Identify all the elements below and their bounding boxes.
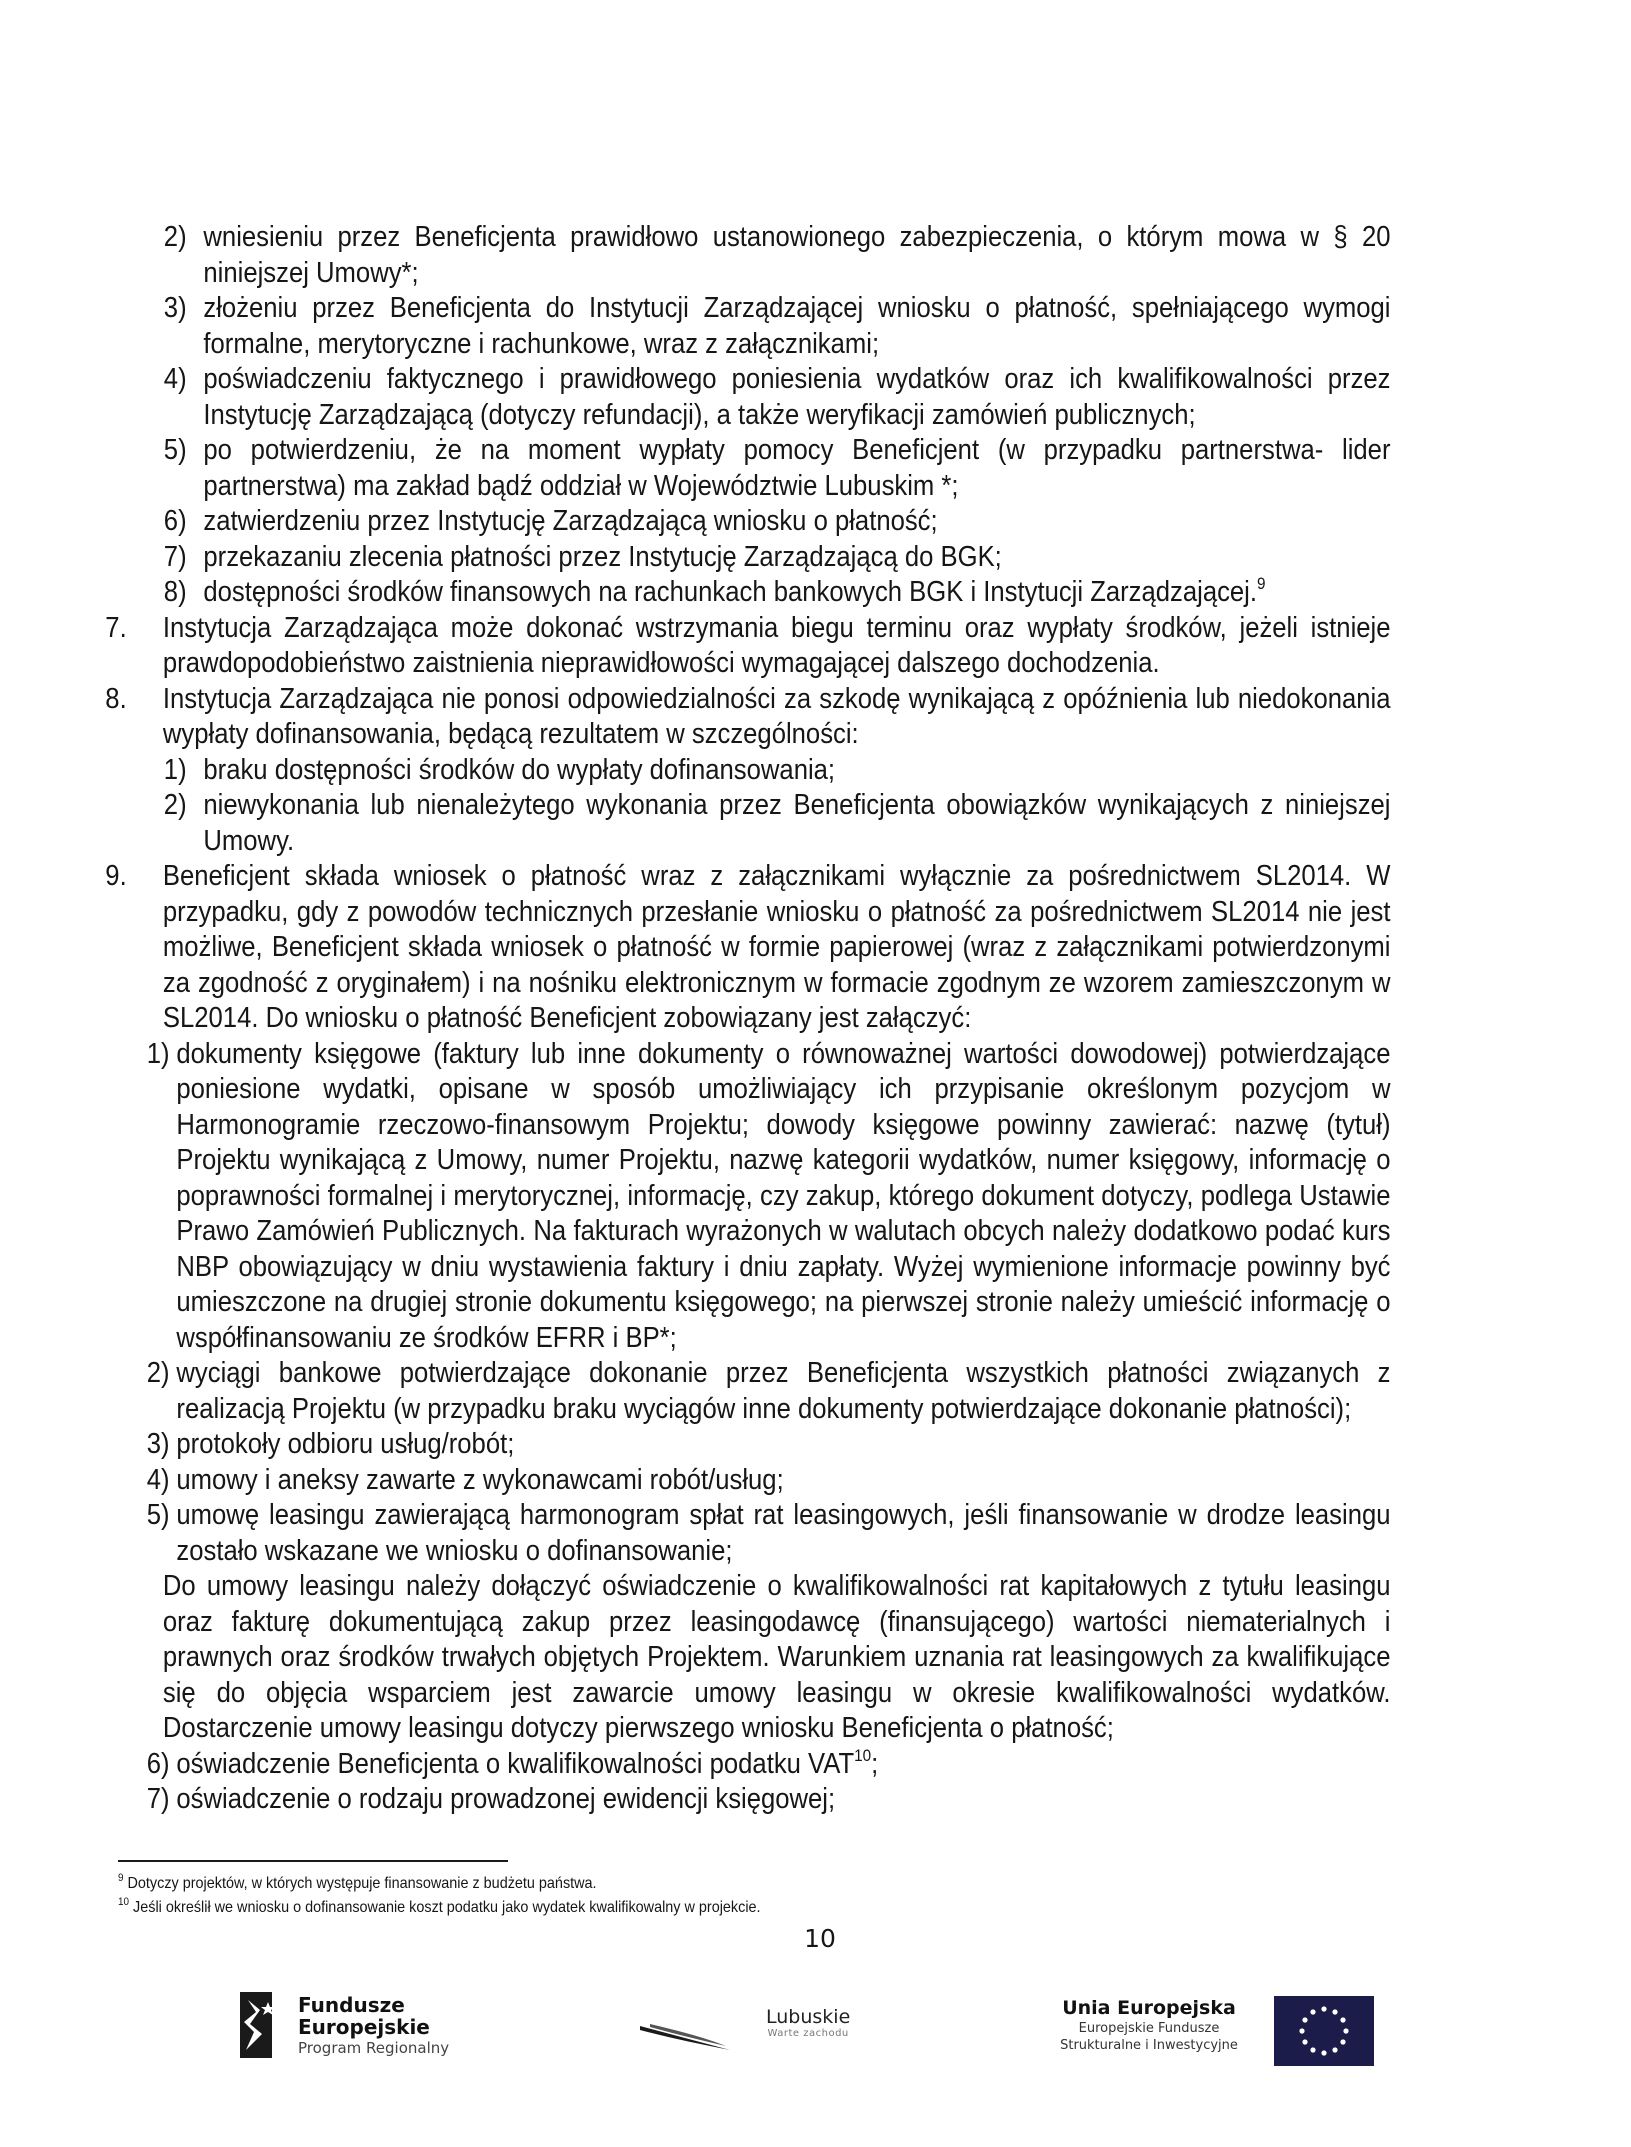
list-number: 5)	[146, 1499, 170, 1531]
list-item-sub-6	[0, 504, 1391, 540]
list-number: 1)	[146, 1037, 170, 1070]
list-number: 1)	[163, 753, 187, 786]
list-text-body: oświadczenie Beneficjenta o kwalifikowalności podatku VAT	[176, 1747, 855, 1780]
list-number: 4)	[146, 1463, 170, 1496]
list-number: 7)	[163, 540, 187, 573]
list-text: przekazaniu zlecenia płatności przez Instytucję Zarządzającą do BGK;	[203, 540, 1002, 573]
list-text: zatwierdzeniu przez Instytucję Zarządzającą wniosku o płatność;	[203, 505, 938, 537]
list-item-p9-6	[0, 1747, 1391, 1783]
unia-europejska-logo	[1034, 1996, 1384, 2068]
paragraph-9	[0, 859, 1391, 1037]
paragraph-number: 9.	[105, 860, 127, 892]
paragraph-number: 8.	[105, 682, 127, 715]
footnote-number: 10	[118, 1896, 130, 1908]
list-number: 5)	[163, 434, 187, 466]
paragraph-number: 7.	[105, 611, 127, 644]
list-text: braku dostępności środków do wypłaty dofinansowania;	[203, 753, 836, 786]
list-item-p8-2	[0, 788, 1391, 859]
list-text-tail: ;	[871, 1747, 879, 1780]
list-text: oświadczenie o rodzaju prowadzonej ewidencji księgowej;	[176, 1783, 836, 1815]
list-text: protokoły odbioru usług/robót;	[176, 1428, 515, 1460]
fundusze-star-icon	[232, 1990, 278, 2060]
list-number: 4)	[163, 363, 187, 395]
lubuskie-logo	[640, 2006, 890, 2066]
list-number: 8)	[163, 576, 187, 608]
paragraph-text: Instytucja Zarządzająca nie ponosi odpowiedzialności za szkodę wynikającą z opóźnienia lub niedokonania wypłaty dofinansowania, będącą rezultatem w szczególności:	[162, 682, 1391, 750]
ue-line3: Strukturalne i Inwestycyjne	[1060, 2038, 1238, 2053]
fundusze-europejskie-logo	[232, 1990, 492, 2060]
list-item-sub-2	[0, 220, 1391, 291]
list-text: dokumenty księgowe (faktury lub inne dokumenty o równoważnej wartości dowodowej) potwierdzające poniesione wydatki, opisane w sposób umożliwiający ich przypisanie określonym pozycjom w Harmonogramie rzeczowo-finansowym Projektu; dowody księgowe powinny zawierać: nazwę (tytuł) Projektu wynikającą z Umowy, numer Projektu, nazwę kategorii wydatków, numer księgowy, informację o poprawności formalnej i merytorycznej, informację, czy zakup, którego dokument dotyczy, podlega Ustawie Prawo Zamówień Publicznych. Na fakturach wyrażonych w walutach obcych należy dodatkowo podać kurs NBP obowiązujący w dniu wystawienia faktury i dniu zapłaty. Wyżej wymienione informacje powinny być umieszczone na drugiej stronie dokumentu księgowego; na pierwszej stronie należy umieścić informację o współfinansowaniu ze środków EFRR i BP*;	[176, 1037, 1391, 1354]
lubuskie-text	[766, 2006, 850, 2040]
list-text: umowy i aneksy zawarte z wykonawcami robót/usług;	[176, 1463, 784, 1496]
list-item-p9-2	[0, 1356, 1391, 1427]
list-text: niewykonania lub nienależytego wykonania przez Beneficjenta obowiązków wynikających z niniejszej Umowy.	[203, 789, 1391, 857]
list-item-p8-1	[0, 753, 1391, 789]
lubuskie-line2: Warte zachodu	[767, 2028, 849, 2039]
footnote-ref-10[interactable]: 10	[854, 1745, 872, 1765]
list-item-sub-4	[0, 362, 1391, 433]
list-number: 3)	[146, 1428, 170, 1460]
list-text	[203, 575, 1390, 611]
ue-line2: Europejskie Fundusze	[1078, 2021, 1220, 2036]
fundusze-line3: Program Regionalny	[298, 2039, 450, 2057]
lubuskie-swoosh-icon	[640, 2020, 730, 2050]
lubuskie-line1: Lubuskie	[766, 2006, 851, 2028]
list-text: poświadczeniu faktycznego i prawidłowego poniesienia wydatków oraz ich kwalifikowalności przez Instytucję Zarządzającą (dotyczy refundacji), a także weryfikacji zamówień publicznych;	[203, 363, 1391, 431]
paragraph-text: Beneficjent składa wniosek o płatność wraz z załącznikami wyłącznie za pośrednictwem SL2014. W przypadku, gdy z powodów technicznych przesłanie wniosku o płatność za pośrednictwem SL2014 nie jest możliwe, Beneficjent składa wniosek o płatność w formie papierowej (wraz z załącznikami potwierdzonymi za zgodność z oryginałem) i na nośniku elektronicznym w formacie zgodnym ze wzorem zamieszczonym w SL2014. Do wniosku o płatność Beneficjent zobowiązany jest załączyć:	[162, 860, 1391, 1034]
list-text: wniesieniu przez Beneficjenta prawidłowo ustanowionego zabezpieczenia, o którym mowa w § 20 niniejszej Umowy*;	[203, 221, 1391, 289]
footnote-separator	[118, 1860, 508, 1862]
ue-text	[1034, 1996, 1264, 2054]
list-item-p9-5	[0, 1498, 1391, 1569]
footnote-9	[118, 1874, 1018, 1894]
list-number: 6)	[146, 1747, 170, 1780]
body-text	[0, 220, 1468, 1818]
list-item-p9-7	[0, 1782, 1391, 1818]
ue-line1: Unia Europejska	[1062, 1997, 1236, 2019]
list-number: 7)	[146, 1783, 170, 1815]
list-text: wyciągi bankowe potwierdzające dokonanie przez Beneficjenta wszystkich płatności związanych z realizacją Projektu (w przypadku braku wyciągów inne dokumenty potwierdzające dokonanie płatności);	[176, 1357, 1391, 1425]
page-number: 10	[804, 1924, 836, 1953]
footnote-number: 9	[118, 1872, 124, 1884]
list-item-sub-8	[0, 575, 1391, 611]
list-text-body: dostępności środków finansowych na rachunkach bankowych BGK i Instytucji Zarządzającej.	[203, 576, 1258, 608]
list-item-p9-4	[0, 1463, 1391, 1499]
list-item-sub-3	[0, 291, 1391, 362]
list-number: 2)	[146, 1357, 170, 1389]
list-text	[176, 1747, 1390, 1783]
footnote-ref-9[interactable]: 9	[1257, 574, 1266, 593]
list-number: 2)	[163, 789, 187, 821]
paragraph-8	[0, 682, 1391, 753]
list-item-p9-1	[0, 1037, 1391, 1357]
leasing-paragraph	[0, 1569, 1391, 1747]
list-item-sub-7	[0, 540, 1391, 576]
list-text: umowę leasingu zawierającą harmonogram spłat rat leasingowych, jeśli finansowanie w drodze leasingu zostało wskazane we wniosku o dofinansowanie;	[176, 1499, 1391, 1567]
fundusze-line1: Fundusze	[298, 1993, 405, 2017]
eu-flag-icon	[1274, 1996, 1374, 2066]
list-item-sub-5	[0, 433, 1391, 504]
list-text: złożeniu przez Beneficjenta do Instytucji Zarządzającej wniosku o płatność, spełniającego wymogi formalne, merytoryczne i rachunkowe, wraz z załącznikami;	[203, 292, 1391, 360]
paragraph-7	[0, 611, 1391, 682]
footnote-text: Jeśli określił we wniosku o dofinansowanie koszt podatku jako wydatek kwalifikowalny w projekcie.	[133, 1899, 761, 1916]
list-text: po potwierdzeniu, że na moment wypłaty pomocy Beneficjent (w przypadku partnerstwa- lider partnerstwa) ma zakład bądź oddział w Województwie Lubuskim *;	[203, 434, 1391, 502]
fundusze-line2: Europejskie	[298, 2015, 430, 2039]
list-number: 2)	[163, 221, 187, 253]
paragraph-text: Instytucja Zarządzająca może dokonać wstrzymania biegu terminu oraz wypłaty środków, jeżeli istnieje prawdopodobieństwo zaistnienia nieprawidłowości wymagającej dalszego dochodzenia.	[162, 611, 1391, 679]
footnote-10	[118, 1898, 1018, 1918]
list-number: 3)	[163, 292, 187, 324]
paragraph-text: Do umowy leasingu należy dołączyć oświadczenie o kwalifikowalności rat kapitałowych z tytułu leasingu oraz fakturę dokumentującą zakup przez leasingodawcę (finansującego) wartości niematerialnych i prawnych oraz środków trwałych objętych Projektem. Warunkiem uznania rat leasingowych za kwalifikujące się do objęcia wsparciem jest zawarcie umowy leasingu w okresie kwalifikowalności wydatków. Dostarczenie umowy leasingu dotyczy pierwszego wniosku Beneficjenta o płatność;	[162, 1570, 1391, 1744]
list-item-p9-3	[0, 1427, 1391, 1463]
footnote-text: Dotyczy projektów, w których występuje finansowanie z budżetu państwa.	[127, 1875, 597, 1892]
list-number: 6)	[163, 505, 187, 537]
fundusze-text	[298, 1994, 449, 2058]
